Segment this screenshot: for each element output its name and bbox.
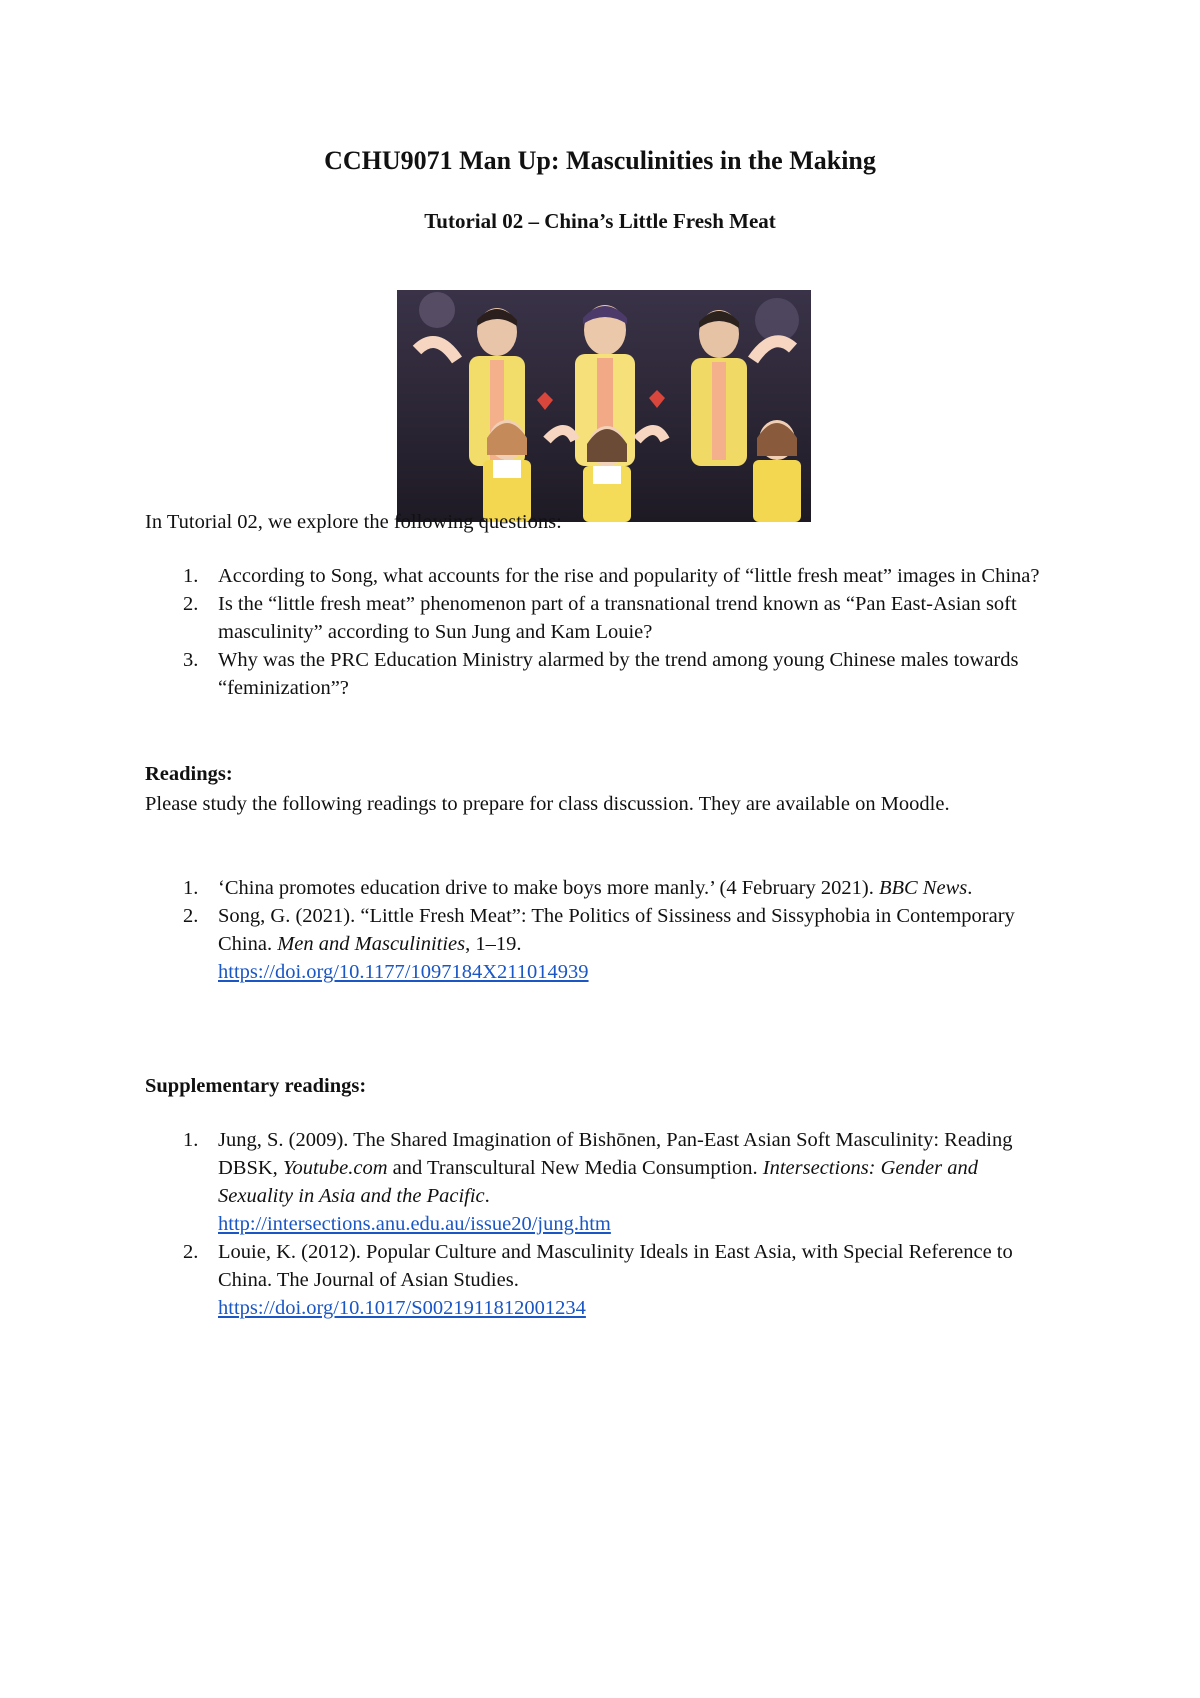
reading-punctuation: . (967, 877, 973, 899)
questions-list (145, 562, 1045, 702)
reading-text: ‘China promotes education drive to make boys more manly.’ (4 February 2021). (218, 877, 879, 899)
reading-source: BBC News (878, 877, 968, 899)
performers-photo (397, 290, 811, 522)
list-number: 2. (183, 905, 199, 927)
list-item (145, 590, 1045, 646)
list-item (145, 646, 1045, 702)
question-text: According to Song, what accounts for the rise and popularity of “little fresh meat” images in China? (218, 565, 1040, 587)
supplementary-heading: Supplementary readings: (145, 1075, 367, 1097)
document-title: CCHU9071 Man Up: Masculinities in the Making (324, 146, 876, 175)
list-item (145, 874, 1045, 902)
reading-pages: , 1–19. (465, 933, 522, 955)
doi-link[interactable]: https://doi.org/10.1177/1097184X211014939 (218, 961, 589, 983)
reading-text-cont: and Transcultural New Media Consumption. (387, 1157, 763, 1179)
document-subtitle: Tutorial 02 – China’s Little Fresh Meat (424, 209, 776, 233)
supplementary-list (145, 1126, 1045, 1322)
reading-site: Youtube.com (282, 1157, 388, 1179)
list-item (145, 1238, 1045, 1322)
readings-list (145, 874, 1045, 986)
list-item (145, 902, 1045, 986)
doi-link[interactable]: https://doi.org/10.1017/S0021911812001234 (218, 1297, 586, 1319)
reading-text: Louie, K. (2012). Popular Culture and Masculinity Ideals in East Asia, with Special Reference to China. The Journal of Asian Studies. (218, 1241, 1013, 1291)
list-item (145, 562, 1045, 590)
reading-text: Song, G. (2021). “Little Fresh Meat”: The Politics of Sissiness and Sissyphobia in Contemporary China. (218, 905, 1015, 955)
list-number: 1. (183, 1129, 199, 1151)
readings-heading: Readings: (145, 763, 233, 785)
list-number: 1. (183, 565, 199, 587)
list-number: 2. (183, 593, 199, 615)
list-number: 2. (183, 1241, 199, 1263)
list-number: 3. (183, 649, 199, 671)
performers-photo-image (397, 290, 811, 522)
reading-punctuation: . (484, 1185, 490, 1207)
question-text: Is the “little fresh meat” phenomenon part of a transnational trend known as “Pan East-Asian soft masculinity” according to Sun Jung and Kam Louie? (218, 593, 1017, 643)
readings-intro: Please study the following readings to prepare for class discussion. They are available on Moodle. (145, 793, 950, 815)
reading-journal: Men and Masculinities (277, 933, 466, 955)
question-text: Why was the PRC Education Ministry alarmed by the trend among young Chinese males towards “feminization”? (218, 649, 1019, 699)
article-link[interactable]: http://intersections.anu.edu.au/issue20/jung.htm (218, 1213, 611, 1235)
reading-journal: Intersections: Gender and Sexuality in Asia and the Pacific (218, 1157, 978, 1207)
intro-text: In Tutorial 02, we explore the following questions: (145, 511, 562, 533)
reading-text: Jung, S. (2009). The Shared Imagination of Bishōnen, Pan-East Asian Soft Masculinity: Reading DBSK, (218, 1129, 1013, 1179)
list-number: 1. (183, 877, 199, 899)
list-item (145, 1126, 1045, 1238)
